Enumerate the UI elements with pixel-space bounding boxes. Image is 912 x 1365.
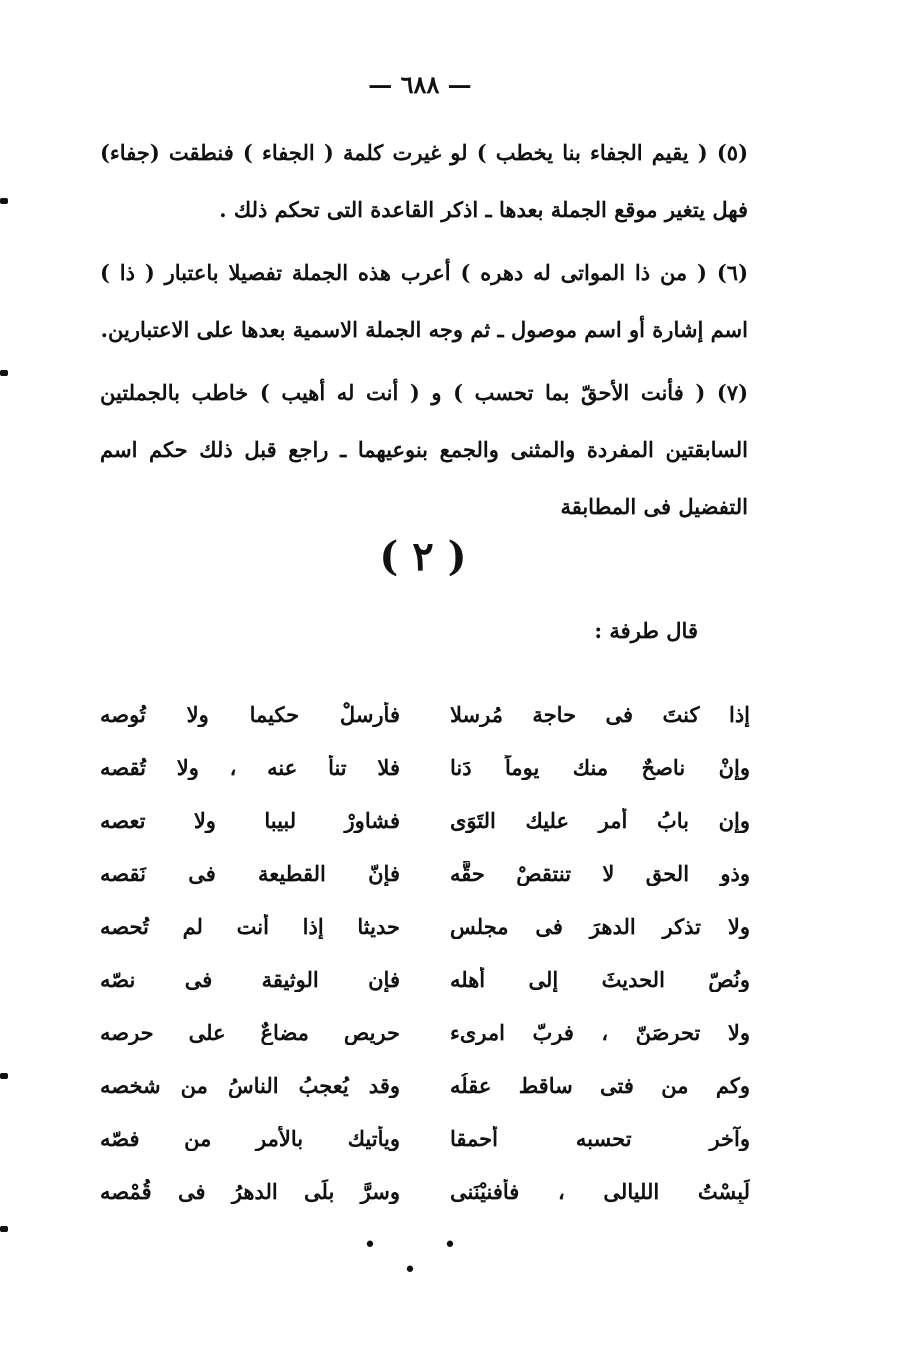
verse-second-hemistich: فإن الوثيقة فى نصّه	[100, 967, 400, 992]
poem-verse	[100, 794, 750, 847]
margin-binding-mark	[0, 1226, 8, 1232]
poem-verse	[100, 1059, 750, 1112]
verse-second-hemistich: فشاورْ لبيبا ولا تعصه	[100, 808, 400, 833]
page-number: — ٦٨٨ —	[368, 70, 472, 99]
poem-verse	[100, 953, 750, 1006]
verse-first-hemistich: إذا كنتَ فى حاجة مُرسلا	[450, 702, 750, 727]
verse-first-hemistich: وذو الحق لا تنتقصْ حقَّه	[450, 861, 750, 886]
margin-binding-mark	[0, 1073, 8, 1079]
verse-first-hemistich: ولا تحرصَنّ ، فربّ امرىء	[450, 1020, 750, 1045]
verse-first-hemistich: وإنْ ناصحٌ منك يوماً دَنا	[450, 755, 750, 780]
poem-verse	[100, 1006, 750, 1059]
exercise-item: (٦) ( من ذا المواتى له دهره ) أعرب هذه الجملة تفصيلا باعتبار ( ذا ) اسم إشارة أو اسم موصول ـ ثم وجه الجملة الاسمية بعدها على الاعتبارين.	[100, 260, 748, 342]
poem-verse	[100, 900, 750, 953]
margin-binding-mark	[0, 370, 8, 376]
poem-verse	[100, 688, 750, 741]
poem-verse	[100, 1165, 750, 1218]
exercise-list	[100, 124, 748, 535]
exercise-item: (٥) ( يقيم الجفاء بنا يخطب ) لو غيرت كلمة ( الجفاء ) فنطقت (جفاء) فهل يتغير موقع الجملة بعدها ـ اذكر القاعدة التى تحكم ذلك .	[100, 140, 748, 222]
verse-second-hemistich: ويأتيك بالأمر من فصّه	[100, 1126, 400, 1151]
verse-second-hemistich: وسرَّ بلَى الدهرُ فى قُمْصه	[100, 1179, 400, 1204]
verse-first-hemistich: ولا تذكر الدهرَ فى مجلس	[450, 914, 750, 939]
poem-intro: قال طرفة :	[594, 618, 698, 643]
verse-first-hemistich: وكم من فتى ساقط عقلُه	[450, 1073, 750, 1098]
margin-binding-mark	[0, 198, 8, 204]
verse-first-hemistich: وآخر تحسبه أحمقا	[450, 1126, 750, 1151]
ending-dots: • • •	[363, 1233, 487, 1283]
poem-verse	[100, 847, 750, 900]
verse-second-hemistich: حديثا إذا أنت لم تُحصه	[100, 914, 400, 939]
verse-second-hemistich: فإنّ القطيعة فى نَقصه	[100, 861, 400, 886]
verse-second-hemistich: وقد يُعجبُ الناسُ من شخصه	[100, 1073, 400, 1098]
exercise-item: (٧) ( فأنت الأحقّ بما تحسب ) و ( أنت له أهيب ) خاطب بالجملتين السابقتين المفردة والمثنى والجمع بنوعيهما ـ راجع قبل ذلك حكم اسم التفضيل فى المطابقة	[100, 380, 748, 519]
verse-second-hemistich: فأرسلْ حكيما ولا تُوصه	[100, 702, 400, 727]
verse-first-hemistich: ونُصّ الحديثَ إلى أهله	[450, 967, 750, 992]
verse-second-hemistich: فلا تنأَ عنه ، ولا تُقصه	[100, 755, 400, 780]
poem-verse	[100, 741, 750, 794]
poem	[100, 688, 750, 1218]
verse-first-hemistich: لَبِسْتُ الليالى ، فأفنيْنَنى	[450, 1179, 750, 1204]
verse-second-hemistich: حريص مضاعٌ على حرصه	[100, 1020, 400, 1045]
verse-first-hemistich: وإن بابُ أمر عليك التَوَى	[450, 808, 750, 833]
poem-verse	[100, 1112, 750, 1165]
section-number: ( ٢ )	[379, 533, 467, 580]
